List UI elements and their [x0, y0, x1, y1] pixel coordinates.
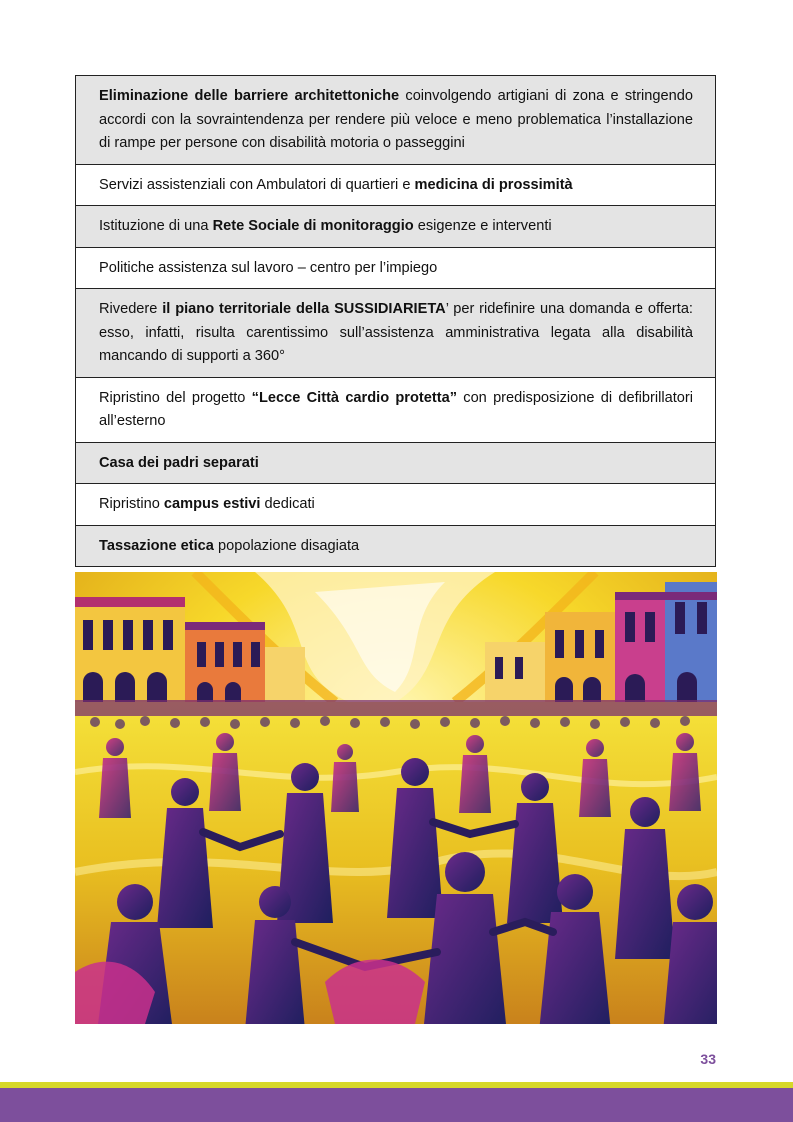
table-row — [76, 164, 715, 206]
row-text-bold: medicina di prossimità — [414, 176, 573, 193]
table-row — [76, 247, 715, 289]
row-text: con predisposizione di defibrillatori all’esterno — [99, 389, 693, 429]
row-text-bold: il piano territoriale della SUSSIDIARIETA — [162, 301, 446, 317]
table-row — [76, 205, 715, 247]
row-text: esigenze e interventi — [413, 218, 552, 234]
table-row — [76, 76, 715, 164]
row-text: coinvolgendo artigiani di zona e stringendo accordi con la sovraintendenza per rendere più veloce e meno problematica l’installazione di rampe per persone con disabilità motoria o passeggini — [99, 88, 693, 151]
table-row — [76, 525, 715, 567]
row-text-bold: Casa dei padri separati — [99, 454, 259, 471]
row-text-bold: “Lecce Città cardio protetta” — [251, 389, 457, 406]
row-text-bold: Eliminazione delle barriere architettoniche — [99, 88, 400, 104]
row-text: Rivedere — [99, 301, 163, 317]
row-text: Istituzione di una — [99, 218, 213, 234]
row-text: Politiche assistenza sul lavoro – centro per l’impiego — [99, 259, 438, 276]
footer-band-purple — [0, 1088, 793, 1122]
row-text: popolazione disagiata — [213, 537, 360, 554]
row-text-bold: Rete Sociale di monitoraggio — [212, 218, 414, 234]
row-text-bold: campus estivi — [163, 496, 261, 512]
page-number: 33 — [700, 1051, 716, 1067]
row-text: Servizi assistenziali con Ambulatori di quartieri e — [99, 176, 415, 193]
table-row — [76, 483, 715, 525]
illustration-crowd-in-square — [75, 572, 717, 1024]
row-text: Ripristino — [99, 496, 164, 512]
table-row — [76, 288, 715, 377]
proposals-table — [75, 75, 716, 567]
table-row — [76, 442, 715, 484]
row-text-bold: Tassazione etica — [99, 537, 214, 554]
row-text: ’ per ridefinire una domanda e offerta: esso, infatti, risulta carentissimo sull’assistenza amministrativa legata alla disabilità mancando di supporti a 360° — [99, 301, 693, 364]
row-text: dedicati — [260, 496, 315, 512]
table-row — [76, 377, 715, 442]
row-text: Ripristino del progetto — [99, 389, 252, 406]
